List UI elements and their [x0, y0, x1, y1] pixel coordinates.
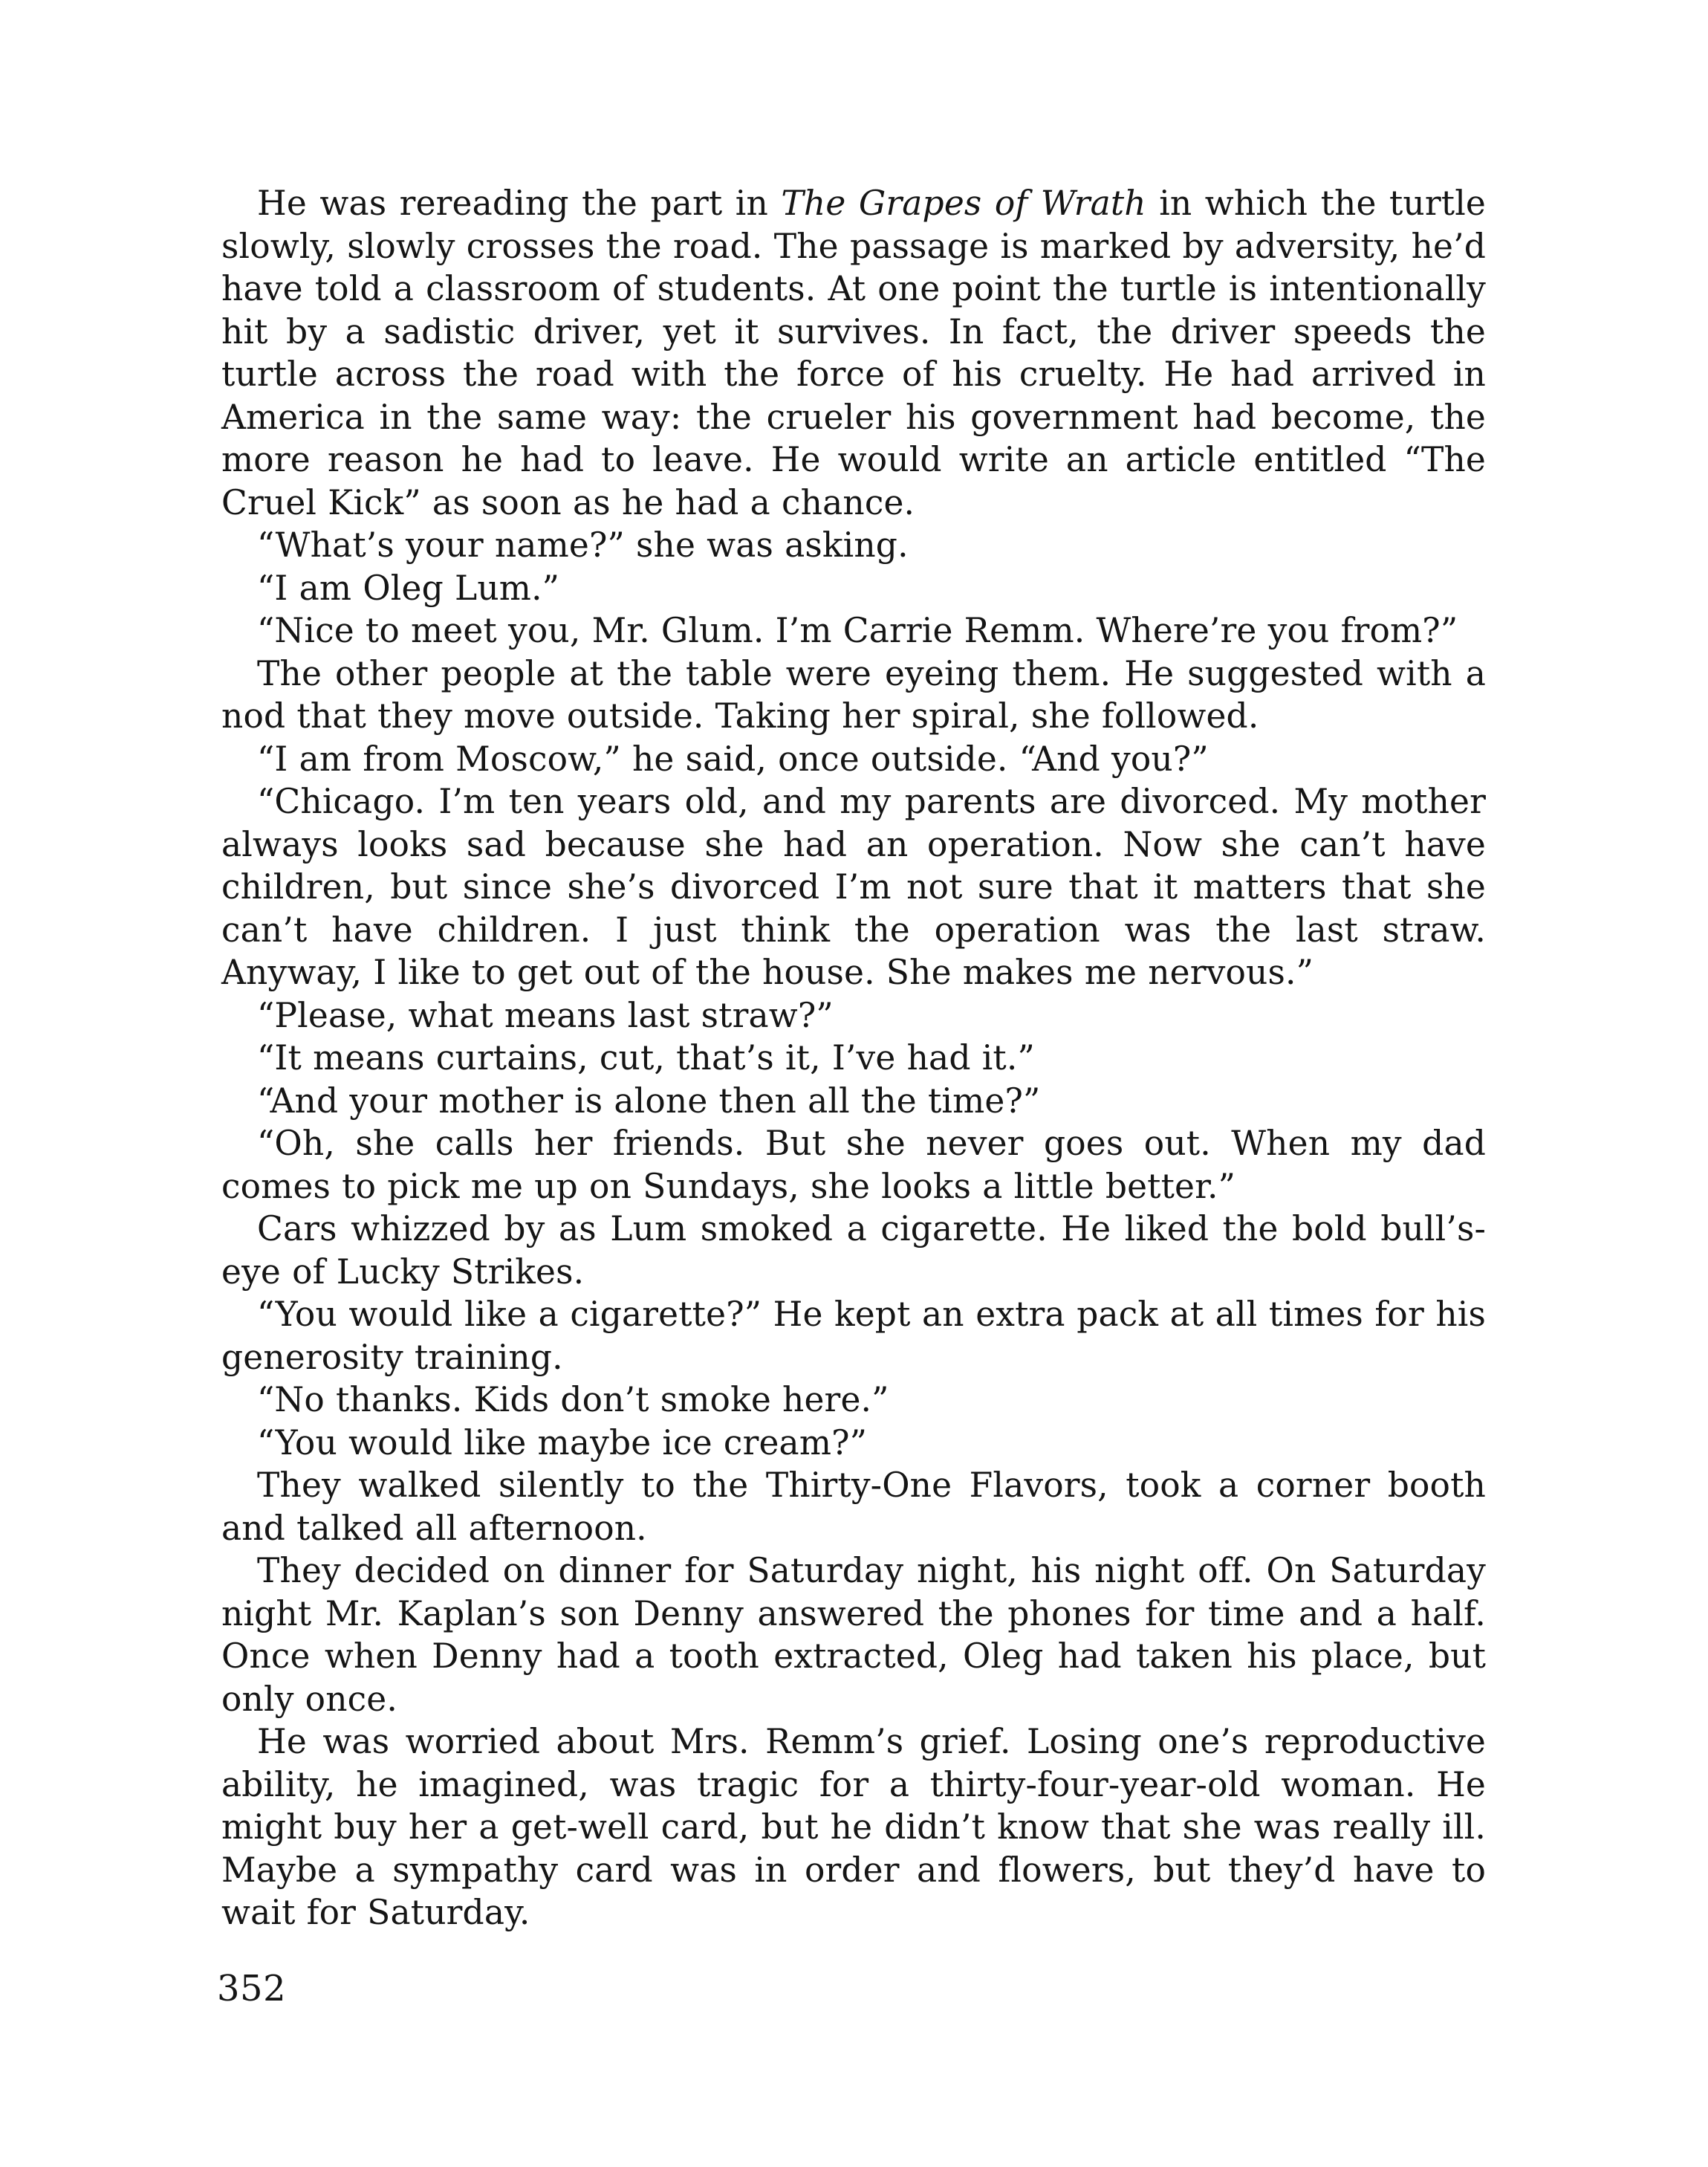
paragraph: The other people at the table were eyeing them. He suggested with a nod that they move outside. Taking her spiral, she followed.	[221, 653, 1486, 736]
paragraph: He was worried about Mrs. Remm’s grief. Losing one’s reproductive ability, he imagined, was tragic for a thirty-four-year-old woman. He might buy her a get-well card, but he didn’t know that she was really ill. Maybe a sympathy card was in order and flowers, but they’d have to wait for Saturday.	[221, 1722, 1486, 1932]
paragraph: “You would like a cigarette?” He kept an extra pack at all times for his generosity training.	[221, 1295, 1486, 1377]
paragraph: “I am Oleg Lum.”	[257, 568, 560, 608]
paragraph-text-rest: in which the turtle slowly, slowly crosses the road. The passage is marked by adversity, he’d have told a classroom of students. At one point the turtle is intentionally hit by a sadistic driver, yet it survives. In fact, the driver speeds the turtle across the road with the force of his cruelty. He had arrived in America in the same way: the crueler his government had become, the more reason he had to leave. He would write an article entitled “The Cruel Kick” as soon as he had a chance.	[221, 184, 1486, 522]
paragraph: “Oh, she calls her friends. But she never goes out. When my dad comes to pick me up on Sundays, she looks a little better.”	[221, 1124, 1486, 1206]
book-title-italic: The Grapes of Wrath	[781, 184, 1146, 223]
page-number: 352	[217, 1968, 287, 2009]
page-body-text	[221, 182, 1486, 1934]
paragraph: They walked silently to the Thirty-One Flavors, took a corner booth and talked all afternoon.	[221, 1465, 1486, 1548]
paragraph: They decided on dinner for Saturday night, his night off. On Saturday night Mr. Kaplan’s son Denny answered the phones for time and a half. Once when Denny had a tooth extracted, Oleg had taken his place, but only once.	[221, 1551, 1486, 1719]
paragraph: “It means curtains, cut, that’s it, I’ve had it.”	[257, 1038, 1035, 1078]
paragraph: “No thanks. Kids don’t smoke here.”	[257, 1380, 889, 1419]
paragraph: “And your mother is alone then all the time?”	[257, 1081, 1041, 1121]
paragraph-text-lead: He was rereading the part in	[257, 184, 782, 223]
paragraph: Cars whizzed by as Lum smoked a cigarette. He liked the bold bull’s-eye of Lucky Strikes.	[221, 1209, 1486, 1292]
paragraph: “I am from Moscow,” he said, once outside. “And you?”	[257, 739, 1209, 779]
paragraph: “Please, what means last straw?”	[257, 995, 834, 1035]
paragraph: “What’s your name?” she was asking.	[257, 525, 909, 565]
paragraph: “Nice to meet you, Mr. Glum. I’m Carrie Remm. Where’re you from?”	[257, 611, 1458, 650]
paragraph: “You would like maybe ice cream?”	[257, 1422, 868, 1463]
paragraph	[221, 182, 1486, 524]
paragraph: “Chicago. I’m ten years old, and my parents are divorced. My mother always looks sad because she had an operation. Now she can’t have children, but since she’s divorced I’m not sure that it matters that she can’t have children. I just think the operation was the last straw. Anyway, I like to get out of the house. She makes me nervous.”	[221, 782, 1486, 992]
